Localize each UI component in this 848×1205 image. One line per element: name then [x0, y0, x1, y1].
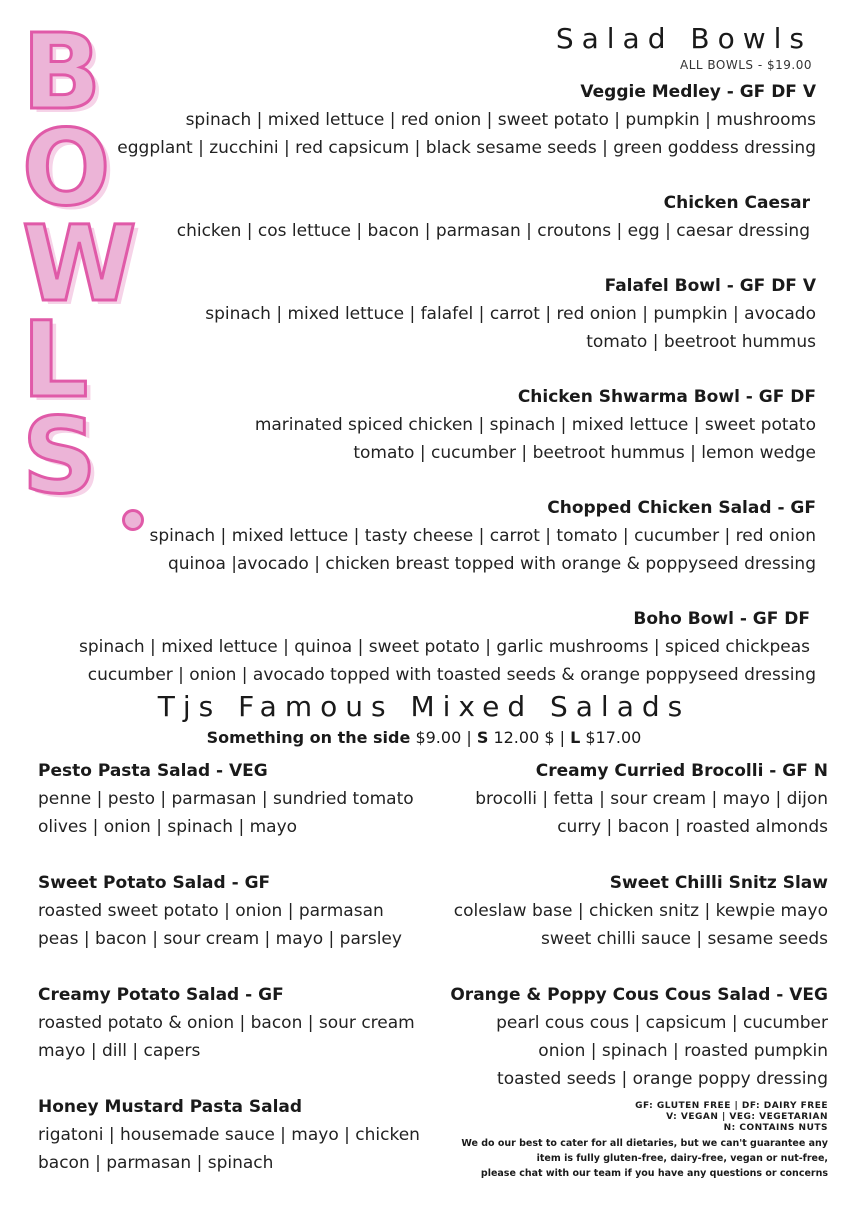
salad-item — [408, 981, 828, 1093]
salad-name: Orange & Poppy Cous Cous Salad - VEG — [450, 985, 828, 1005]
bowl-ingredients: marinated spiced chicken | spinach | mixed lettuce | sweet potato — [254, 415, 816, 435]
bowl-ingredients: chicken | cos lettuce | bacon | parmasan | croutons | egg | caesar dressing — [176, 221, 810, 241]
bowl-item — [56, 189, 816, 245]
salad-ingredients: mayo | dill | capers — [38, 1041, 201, 1061]
salad-item — [38, 757, 438, 841]
salad-ingredients: toasted seeds | orange poppy dressing — [497, 1069, 828, 1089]
salad-ingredients: roasted potato & onion | bacon | sour cream — [38, 1013, 415, 1033]
disclaimer-line: please chat with our team if you have any questions or concerns — [480, 1168, 828, 1179]
bowl-ingredients: tomato | beetroot hummus — [586, 332, 816, 352]
salad-item — [408, 869, 828, 953]
disclaimer-line: item is fully gluten-free, dairy-free, vegan or nut-free, — [536, 1153, 828, 1164]
salad-ingredients: brocolli | fetta | sour cream | mayo | dijon — [475, 789, 828, 809]
bowl-item — [56, 383, 816, 467]
salad-item — [38, 981, 438, 1065]
salad-ingredients: pearl cous cous | capsicum | cucumber — [496, 1013, 828, 1033]
salad-ingredients: penne | pesto | parmasan | sundried tomato — [38, 789, 414, 809]
legend-line: GF: GLUTEN FREE | DF: DAIRY FREE — [635, 1101, 828, 1111]
mixed-salads-right-column — [408, 757, 828, 1121]
side-label: Something on the side — [206, 728, 411, 747]
side-letter-l: L — [22, 299, 89, 421]
salad-ingredients: coleslaw base | chicken snitz | kewpie mayo — [453, 901, 828, 921]
bowl-ingredients: spinach | mixed lettuce | tasty cheese | carrot | tomato | cucumber | red onion — [149, 526, 816, 546]
salad-name: Creamy Curried Brocolli - GF N — [535, 761, 828, 781]
bowl-list — [56, 78, 816, 716]
bowl-item — [56, 78, 816, 162]
salad-name: Sweet Potato Salad - GF — [38, 873, 271, 893]
salad-item — [408, 757, 828, 841]
price-large: $17.00 — [585, 728, 642, 747]
price-base: $9.00 | — [415, 728, 472, 747]
disclaimer-line: We do our best to cater for all dietaries, but we can't guarantee any — [461, 1138, 828, 1149]
salad-name: Sweet Chilli Snitz Slaw — [609, 873, 828, 893]
bowls-price-note: ALL BOWLS - $19.00 — [680, 58, 812, 72]
price-small: 12.00 $ | — [493, 728, 565, 747]
bowl-name: Chicken Shwarma Bowl - GF DF — [517, 387, 816, 407]
bowl-ingredients: spinach | mixed lettuce | quinoa | sweet potato | garlic mushrooms | spiced chickpeas — [78, 637, 810, 657]
dietary-legend — [408, 1101, 828, 1181]
dietary-disclaimer — [408, 1136, 828, 1181]
mixed-salads-pricing — [0, 728, 848, 747]
legend-line: N: CONTAINS NUTS — [723, 1123, 828, 1133]
salad-ingredients: onion | spinach | roasted pumpkin — [538, 1041, 828, 1061]
bowl-ingredients: eggplant | zucchini | red capsicum | black sesame seeds | green goddess dressing — [117, 138, 816, 158]
bowl-ingredients: cucumber | onion | avocado topped with toasted seeds & orange poppyseed dressing — [87, 665, 816, 685]
salad-ingredients: olives | onion | spinach | mayo — [38, 817, 298, 837]
side-letter-b: B — [22, 11, 102, 133]
mixed-salads-left-column — [38, 757, 438, 1205]
salad-ingredients: bacon | parmasan | spinach — [38, 1153, 274, 1173]
size-s-label: S — [476, 728, 489, 747]
bowl-name: Veggie Medley - GF DF V — [580, 82, 816, 102]
side-letter-s: S — [22, 395, 97, 517]
salad-ingredients: roasted sweet potato | onion | parmasan — [38, 901, 384, 921]
bowl-item — [56, 272, 816, 356]
bowl-name: Chopped Chicken Salad - GF — [547, 498, 816, 518]
mixed-salads-title: Tjs Famous Mixed Salads — [157, 690, 691, 723]
legend-line: V: VEGAN | VEG: VEGETARIAN — [666, 1112, 828, 1122]
salad-name: Honey Mustard Pasta Salad — [38, 1097, 303, 1117]
salad-ingredients: peas | bacon | sour cream | mayo | parsley — [38, 929, 402, 949]
bowl-item — [56, 494, 816, 578]
salad-ingredients: sweet chilli sauce | sesame seeds — [541, 929, 828, 949]
bowl-name: Chicken Caesar — [663, 193, 810, 213]
bowl-ingredients: spinach | mixed lettuce | red onion | sweet potato | pumpkin | mushrooms — [185, 110, 816, 130]
salad-name: Pesto Pasta Salad - VEG — [38, 761, 268, 781]
size-l-label: L — [570, 728, 581, 747]
bowl-ingredients: quinoa |avocado | chicken breast topped with orange & poppyseed dressing — [167, 554, 816, 574]
bowl-ingredients: tomato | cucumber | beetroot hummus | lemon wedge — [353, 443, 816, 463]
salad-item — [38, 1093, 438, 1177]
salad-ingredients: rigatoni | housemade sauce | mayo | chicken — [38, 1125, 420, 1145]
side-letter-w: W — [22, 203, 137, 325]
bowl-name: Boho Bowl - GF DF — [633, 609, 810, 629]
bowl-name: Falafel Bowl - GF DF V — [604, 276, 816, 296]
side-letter-o: O — [22, 107, 111, 229]
bowl-ingredients: spinach | mixed lettuce | falafel | carrot | red onion | pumpkin | avocado — [205, 304, 816, 324]
salad-bowls-title: Salad Bowls — [555, 22, 812, 55]
salad-name: Creamy Potato Salad - GF — [38, 985, 284, 1005]
bowl-item — [56, 605, 816, 689]
salad-item — [38, 869, 438, 953]
salad-ingredients: curry | bacon | roasted almonds — [557, 817, 828, 837]
